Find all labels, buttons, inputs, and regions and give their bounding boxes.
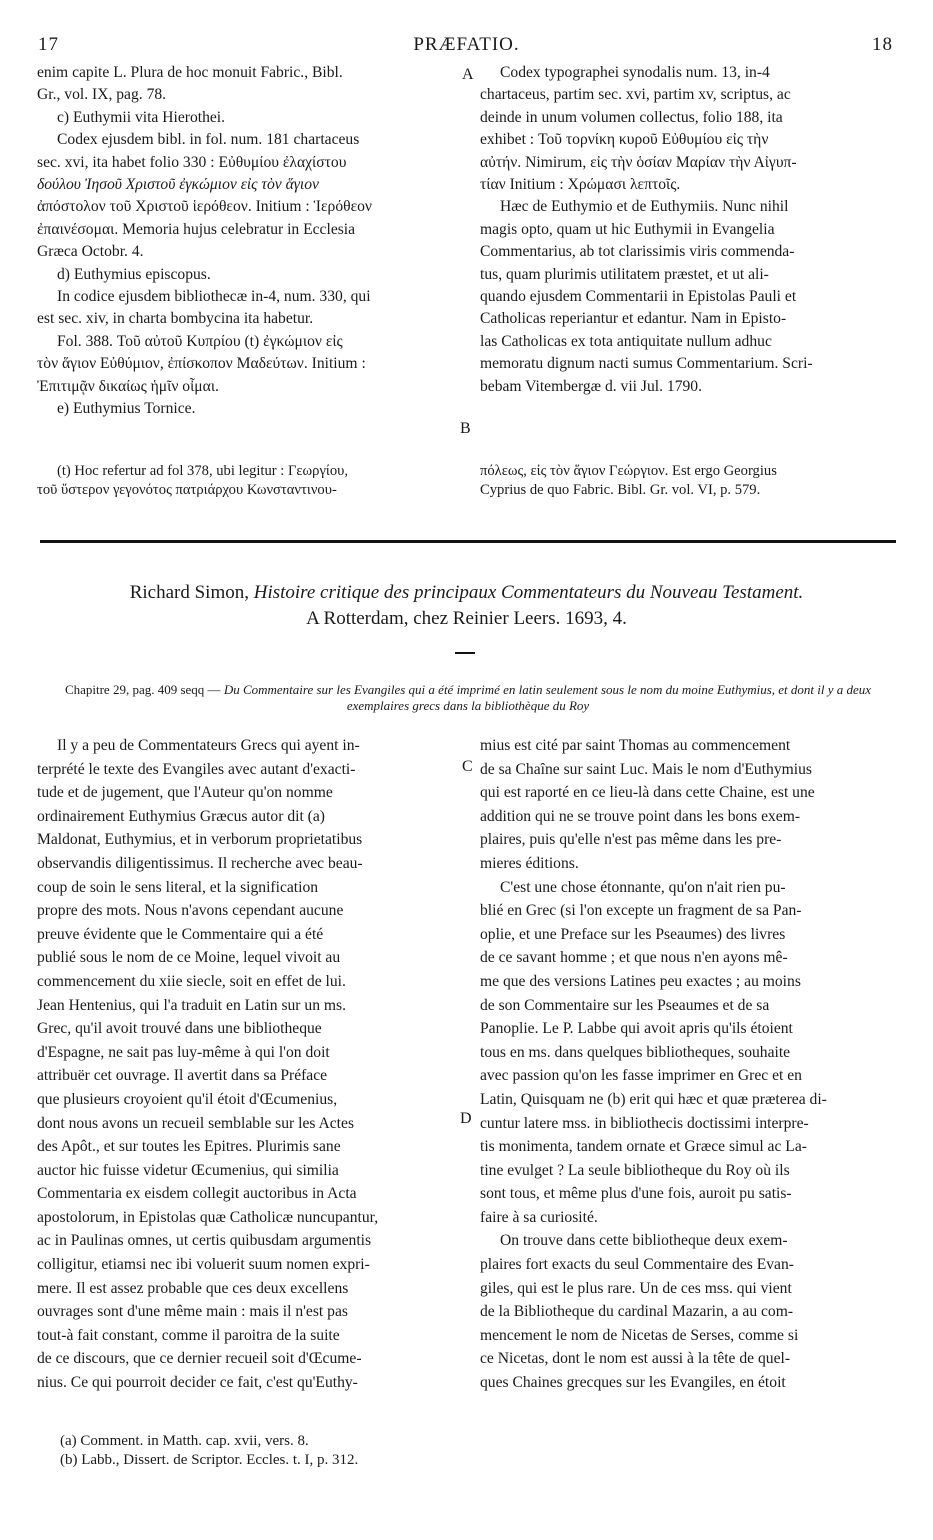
text-line: tout-à fait constant, comme il paroitra de la suite — [37, 1326, 340, 1344]
text-line: tous en ms. dans quelques bibliotheques, souhaite — [480, 1043, 791, 1061]
note-line: (t) Hoc refertur ad fol 378, ubi legitur : Γεωργίου, — [57, 463, 348, 479]
text-line: τίαν Initium : Χρώμασι λεπτοῖς. — [480, 176, 681, 194]
text-line: mieres éditions. — [480, 854, 579, 872]
text-line: blié en Grec (si l'on excepte un fragment de sa Pan- — [480, 902, 802, 920]
text-line: Commentarius, ab tot clarissimis viris commenda- — [480, 243, 795, 261]
text-line: coup de soin le sens literal, et la signification — [37, 878, 319, 896]
text-line: sont tous, et même plus d'une fois, auroit pu satis- — [480, 1185, 792, 1203]
text-line: bebam Vitembergæ d. vii Jul. 1790. — [480, 377, 702, 395]
text-line: αὐτήν. Nimirum, εἰς τὴν ὁσίαν Μαρίαν τὴν Αἰγυπ- — [480, 153, 797, 171]
text-line: ques Chaines grecques sur les Evangiles, en étoit — [480, 1374, 786, 1392]
text-line: addition qui ne se trouve point dans les bons exem- — [480, 807, 801, 825]
text-line: Panoplie. Le P. Labbe qui avoit apris qu'ils étoient — [480, 1020, 793, 1038]
text-line: me que des versions Latines peu exactes ; au moins — [480, 972, 801, 990]
text-line: preuve évidente que le Commentaire qui a été — [37, 925, 324, 943]
text-line: de sa Chaîne sur saint Luc. Mais le nom d'Euthymius — [480, 760, 812, 778]
running-title: PRÆFATIO. — [413, 34, 520, 55]
footnote-a: (a) Comment. in Matth. cap. xvii, vers. 8. — [60, 1433, 309, 1449]
text-line: quando ejusdem Commentarii in Epistolas Pauli et — [480, 288, 797, 306]
text-line: dont nous avons un recueil semblable sur les Actes — [37, 1114, 355, 1132]
text-line: τὸν ἅγιον Εὐθύμιον, ἐπίσκοπον Μαδεύτων. Initium : — [37, 355, 366, 373]
text-line: ac in Paulinas omnes, ut certis quibusdam argumentis — [37, 1232, 372, 1250]
text-line: terprété le texte des Evangiles avec autant d'exacti- — [37, 760, 356, 778]
text-line: Græca Octobr. 4. — [37, 243, 144, 261]
text-line: C'est une chose étonnante, qu'on n'ait rien pu- — [500, 878, 786, 896]
text-line: colligitur, etiamsi nec ibi voluerit suum nomen expri- — [37, 1256, 370, 1274]
text-line: mencement le nom de Nicetas de Serses, comme si — [480, 1326, 799, 1344]
text-line: apostolorum, in Epistolas quæ Catholicæ nuncupantur, — [37, 1208, 379, 1226]
note-line: τοῦ ὕστερον γεγονότος πατριάρχου Κωνσταντινου- — [37, 482, 337, 498]
text-line: auctor hic fuisse videtur Œcumenius, qui similia — [37, 1161, 339, 1179]
chapter-prefix: Chapitre 29, pag. 409 seqq — — [64, 682, 221, 697]
text-line: ἐπαινέσομαι. Memoria hujus celebratur in Ecclesia — [37, 220, 356, 238]
citation-author: Richard Simon, — [129, 582, 249, 603]
text-line: d'Espagne, ne sait pas luy-même à qui l'on doit — [37, 1043, 330, 1061]
text-line: propre des mots. Nous n'avons cependant aucune — [37, 902, 344, 920]
text-line: de ce discours, que ce dernier recueil soit d'Œcume- — [37, 1350, 362, 1368]
margin-marker-b: B — [460, 420, 471, 437]
text-line: des Apôt., et sur toutes les Epitres. Plurimis sane — [37, 1138, 341, 1156]
text-line: sec. xvi, ita habet folio 330 : Εὐθυμίου ἐλαχίστου — [37, 153, 347, 171]
text-line: de son Commentaire sur les Pseaumes et de sa — [480, 996, 770, 1014]
margin-marker-d: D — [460, 1110, 472, 1127]
text-line: memoratu dignum nacti sumus Commentarium. Scri- — [480, 355, 813, 373]
text-line: tude et de jugement, que l'Auteur qu'on nomme — [37, 784, 333, 802]
page-number-right: 18 — [872, 34, 893, 55]
note-line: Cyprius de quo Fabric. Bibl. Gr. vol. VI, p. 579. — [480, 482, 761, 498]
text-line: ce Nicetas, dont le nom est aussi à la tête de quel- — [480, 1350, 791, 1368]
text-line: Il y a peu de Commentateurs Grecs qui ayent in- — [57, 737, 360, 754]
text-line: est sec. xiv, in charta bombycina ita habetur. — [37, 310, 314, 328]
text-line: mere. Il est assez probable que ces deux excellens — [37, 1279, 349, 1297]
text-line: observandis diligentissimus. Il recherche avec beau- — [37, 854, 363, 872]
text-line: deinde in unum volumen collectus, folio 188, ita — [480, 108, 783, 126]
text-line: Hæc de Euthymio et de Euthymiis. Nunc nihil — [500, 198, 789, 216]
text-line: qui est raporté en ce lieu-là dans cette Chaine, est une — [480, 784, 815, 802]
text-line: chartaceus, partim sec. xvi, partim xv, scriptus, ac — [480, 86, 791, 104]
text-line: Jean Hentenius, qui l'a traduit en Latin sur un ms. — [37, 996, 346, 1014]
text-line: Ἐπιτιμᾷν δικαίως ἡμῖν οἶμαι. — [37, 377, 219, 395]
text-line: que plusieurs croyoient qu'il étoit d'Œcumenius, — [37, 1090, 338, 1108]
text-line: tine evulget ? La seule bibliotheque du Roy où ils — [480, 1161, 790, 1179]
text-line: exhibet : Τοῦ τορνίκη κυροῦ Εὐθυμίου εἰς τὴν — [480, 131, 769, 149]
top-left-note — [37, 462, 457, 500]
text-line: plaires, puis qu'elle n'est pas même dans les pre- — [480, 831, 782, 849]
text-line: tis monimenta, tandem ornate et Græce simul ac La- — [480, 1138, 807, 1156]
text-line: Maldonat, Euthymius, et in verborum proprietatibus — [37, 831, 363, 849]
text-line: Gr., vol. IX, pag. 78. — [37, 86, 167, 104]
text-line: δούλου Ἰησοῦ Χριστοῦ ἐγκώμιον εἰς τὸν ἅγιον — [37, 176, 319, 194]
text-line: magis opto, quam ut hic Euthymii in Evangelia — [480, 220, 775, 238]
text-line: Codex typographei synodalis num. 13, in-4 — [500, 64, 770, 81]
text-line: mius est cité par saint Thomas au commencement — [480, 737, 791, 754]
text-line: avec passion qu'on les fasse imprimer en Grec et en — [480, 1067, 802, 1085]
text-line: plaires fort exacts du seul Commentaire des Evan- — [480, 1256, 794, 1274]
text-line: tus, quam plurimis utilitatem præstet, et ut ali- — [480, 265, 769, 283]
page-number-left: 17 — [38, 34, 59, 55]
short-divider — [455, 652, 475, 654]
text-line: e) Euthymius Tornice. — [57, 400, 196, 418]
chapter-description: Du Commentaire sur les Evangiles qui a été imprimé en latin seulement sous le nom du moine Euthymius, et dont il y a deux exemplaires grecs dans la bibliothèque du Roy — [223, 682, 872, 713]
citation-line-2: A Rotterdam, chez Reinier Leers. 1693, 4. — [306, 608, 627, 629]
note-line: πόλεως, εἰς τὸν ἅγιον Γεώργιον. Est ergo Georgius — [480, 463, 777, 479]
citation-line-1 — [0, 580, 933, 606]
text-line: ouvrages sont d'une même main : mais il n'est pas — [37, 1303, 348, 1321]
text-line: publié sous le nom de ce Moine, lequel vivoit au — [37, 949, 341, 967]
bottom-left-column — [37, 734, 457, 1395]
text-line: faire à sa curiosité. — [480, 1208, 598, 1226]
citation-title: Histoire critique des principaux Commentateurs du Nouveau Testament. — [253, 582, 804, 603]
text-line: Catholicas reperiantur et edantur. Nam in Episto- — [480, 310, 787, 328]
text-line: commencement du xiie siecle, soit en effet de lui. — [37, 972, 346, 990]
text-line: oplie, et une Preface sur les Pseaumes) des livres — [480, 925, 786, 943]
text-line: las Catholicas ex tota antiquitate nullum adhuc — [480, 332, 772, 350]
bottom-right-column — [480, 734, 896, 1395]
text-line: Latin, Quisquam ne (b) erit qui hæc et quæ præterea di- — [480, 1090, 827, 1108]
top-right-column — [480, 62, 896, 398]
text-line: In codice ejusdem bibliothecæ in-4, num. 330, qui — [57, 288, 371, 306]
top-left-column — [37, 62, 457, 421]
text-line: Fol. 388. Τοῦ αὐτοῦ Κυπρίου (t) ἐγκώμιον εἰς — [57, 332, 343, 350]
text-line: ἀπόστολον τοῦ Χριστοῦ ἱερόθεον. Initium : Ἱερόθεον — [37, 198, 372, 216]
text-line: enim capite L. Plura de hoc monuit Fabric., Bibl. — [37, 64, 343, 81]
text-line: Commentaria ex eisdem collegit auctoribus in Acta — [37, 1185, 357, 1203]
margin-marker-c: C — [462, 758, 473, 775]
top-right-note — [480, 462, 896, 500]
text-line: giles, qui est le plus rare. Un de ces mss. qui vient — [480, 1279, 792, 1297]
text-line: de la Bibliotheque du cardinal Mazarin, a au com- — [480, 1303, 794, 1321]
text-line: d) Euthymius episcopus. — [57, 265, 211, 283]
text-line: cuntur latere mss. in bibliothecis doctissimi interpre- — [480, 1114, 809, 1132]
margin-marker-a: A — [462, 66, 474, 83]
chapter-heading — [38, 682, 898, 714]
text-line: c) Euthymii vita Hierothei. — [57, 108, 226, 126]
text-line: Grec, qu'il avoit trouvé dans une bibliotheque — [37, 1020, 322, 1038]
text-line: nius. Ce qui pourroit decider ce fait, c'est qu'Euthy- — [37, 1374, 358, 1392]
section-divider — [40, 540, 896, 543]
text-line: attribuër cet ouvrage. Il avertit dans sa Préface — [37, 1067, 328, 1085]
text-line: Codex ejusdem bibl. in fol. num. 181 chartaceus — [57, 131, 360, 149]
text-line: On trouve dans cette bibliotheque deux exem- — [500, 1232, 788, 1250]
text-line: ordinairement Euthymius Græcus autor dit (a) — [37, 807, 325, 825]
footnote-b: (b) Labb., Dissert. de Scriptor. Eccles. t. I, p. 312. — [60, 1452, 359, 1468]
text-line: de ce savant homme ; et que nous n'en ayons mê- — [480, 949, 788, 967]
